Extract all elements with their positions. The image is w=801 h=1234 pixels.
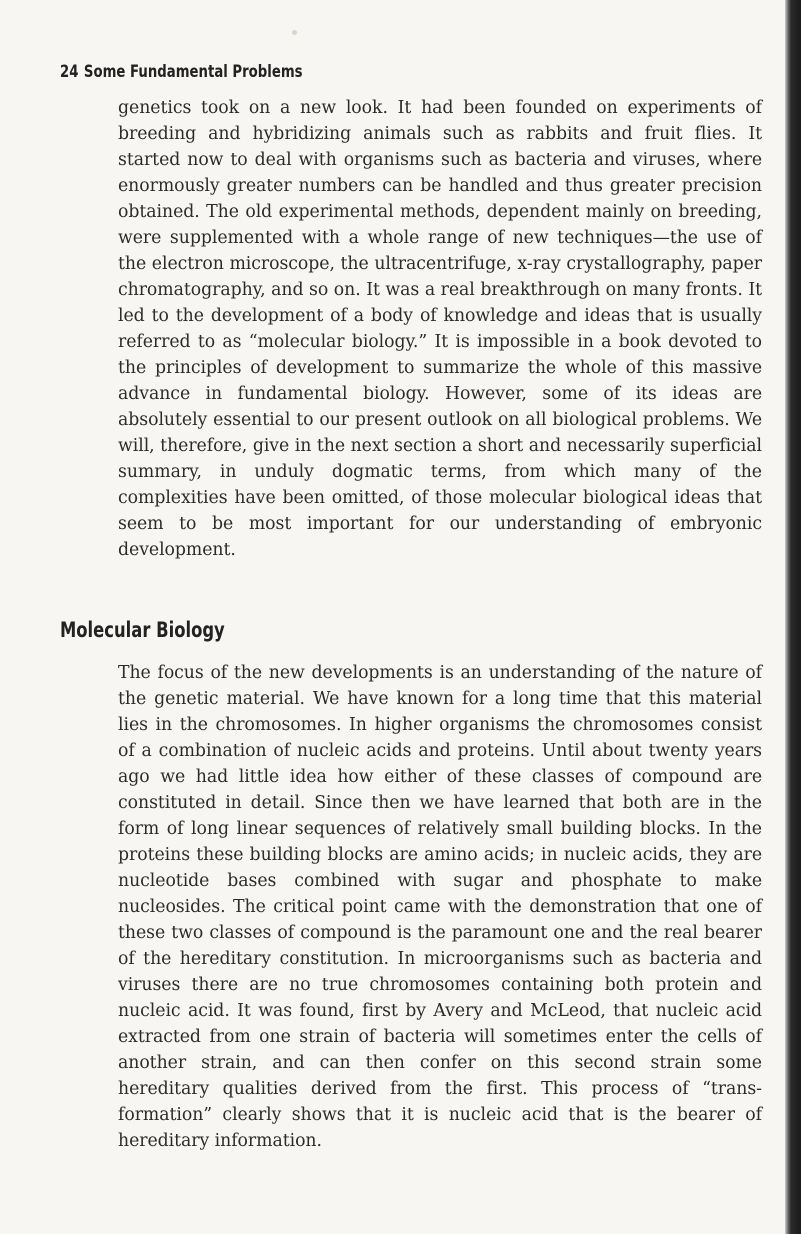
chapter-title: Some Fundamental Problems [83, 62, 303, 82]
paragraph-text: The focus of the new developments is an understanding of the nature of the genetic material. We have known for a long time that this material lies in the chromosomes. In higher organisms the chromosomes consist of a combination of nucleic acids and proteins. Until about twenty years ago we had little idea how either of these classes of compound are constituted in detail. Since then we have learned that both are in the form of long linear sequences of relatively small building blocks. In the proteins these building blocks are amino acids; in nucleic acids, they are nucleotide bases combined with sugar and phosphate to make nucleosides. The critical point came with the demonstration that one of these two classes of compound is the paramount one and the real bearer of the hereditary constitution. In microorganisms such as bacteria and viruses there are no true chromosomes containing both protein and nucleic acid. It was found, first by Avery and McLeod, that nucleic acid extracted from one strain of bacteria will sometimes enter the cells of another strain, and can then confer on this second strain some hereditary qualities derived from the first. This process of “transformation” clearly shows that it is nucleic acid that is the bearer of hereditary information. [118, 663, 762, 1151]
body-paragraph-1 [118, 95, 762, 563]
page-number: 24 [60, 62, 79, 82]
section-heading: Molecular Biology [60, 618, 225, 642]
running-head [60, 62, 303, 82]
paper-speck [292, 30, 297, 35]
body-paragraph-2 [118, 660, 762, 1154]
book-binding-edge [785, 0, 801, 1234]
paragraph-text: genetics took on a new look. It had been founded on experiments of breeding and hybridizing animals such as rabbits and fruit flies. It started now to deal with organisms such as bacteria and viruses, where enormously greater numbers can be handled and thus greater precision obtained. The old experimental methods, dependent mainly on breeding, were supplemented with a whole range of new techniques—the use of the electron microscope, the ultracentrifuge, x-ray crystallography, paper chromatography, and so on. It was a real breakthrough on many fronts. It led to the development of a body of knowledge and ideas that is usually referred to as “molecular biology.” It is impossible in a book devoted to the principles of development to summarize the whole of this massive advance in fundamental biology. However, some of its ideas are absolutely essential to our present outlook on all biological problems. We will, therefore, give in the next section a short and necessarily superficial summary, in unduly dogmatic terms, from which many of the complexities have been omitted, of those molecular biological ideas that seem to be most important for our understanding of embryonic development. [118, 98, 762, 560]
